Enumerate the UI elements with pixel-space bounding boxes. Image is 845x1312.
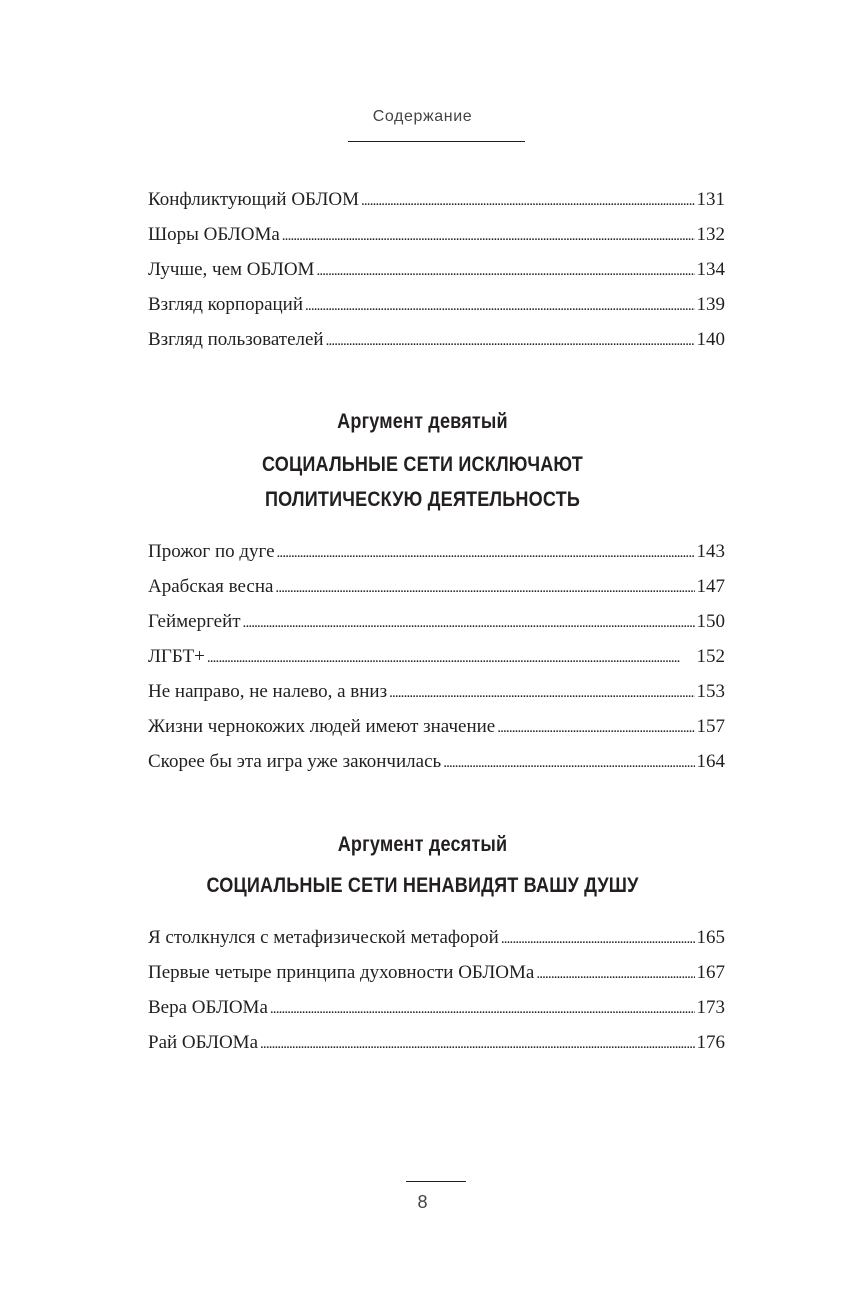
toc-entry-page: 147 — [696, 576, 725, 597]
toc-entry-title: Шоры ОБЛОМа — [148, 224, 280, 245]
toc-entry[interactable] — [148, 639, 725, 674]
toc-entry-title: Конфликтующий ОБЛОМ — [148, 189, 359, 210]
toc-entry-title: Взгляд пользователей — [148, 329, 324, 350]
toc-entry[interactable] — [148, 674, 725, 709]
toc-entry[interactable] — [148, 920, 725, 955]
toc-entry-title: Жизни чернокожих людей имеют значение — [148, 716, 496, 737]
toc-entry-page: 134 — [696, 259, 725, 280]
toc-entry[interactable] — [148, 534, 725, 569]
toc-leader-dots — [270, 990, 695, 1027]
toc-section-part10 — [148, 920, 725, 1060]
toc-leader-dots — [316, 252, 694, 289]
part9-title-line1: СОЦИАЛЬНЫЕ СЕТИ ИСКЛЮЧАЮТ — [262, 453, 583, 476]
toc-entry-page: 152 — [696, 646, 725, 667]
toc-entry-title: Скорее бы эта игра уже закончилась — [148, 751, 442, 772]
part9-title-line2: ПОЛИТИЧЕСКУЮ ДЕЯТЕЛЬНОСТЬ — [264, 488, 580, 511]
page-number: 8 — [417, 1192, 428, 1212]
toc-entry[interactable] — [148, 955, 725, 990]
footer-divider — [406, 1181, 466, 1182]
toc-entry[interactable] — [148, 217, 725, 252]
toc-leader-dots — [275, 569, 694, 606]
toc-leader-dots — [389, 674, 694, 711]
toc-entry-title: ЛГБТ+ — [148, 646, 205, 667]
part10-title-line1: СОЦИАЛЬНЫЕ СЕТИ НЕНАВИДЯТ ВАШУ ДУШУ — [206, 874, 639, 897]
toc-entry[interactable] — [148, 252, 725, 287]
toc-entry[interactable] — [148, 604, 725, 639]
toc-entry-title: Я столкнулся с метафизической метафорой — [148, 927, 499, 948]
toc-entry-page: 167 — [696, 962, 725, 983]
toc-leader-dots — [443, 744, 694, 781]
toc-entry-title: Первые четыре принципа духовности ОБЛОМа — [148, 962, 535, 983]
toc-entry-page: 173 — [696, 997, 725, 1018]
toc-leader-dots — [536, 955, 694, 992]
toc-entry-title: Геймергейт — [148, 611, 241, 632]
toc-section-a — [148, 182, 725, 357]
toc-entry[interactable] — [148, 322, 725, 357]
toc-entry-page: 153 — [696, 681, 725, 702]
part10-heading: Аргумент десятый — [337, 833, 508, 856]
toc-entry-page: 143 — [696, 541, 725, 562]
toc-entry-page: 165 — [696, 927, 725, 948]
toc-entry-page: 139 — [696, 294, 725, 315]
toc-leader-dots — [326, 322, 695, 359]
toc-entry-page: 157 — [696, 716, 725, 737]
toc-section-part9 — [148, 534, 725, 779]
toc-entry-title: Рай ОБЛОМа — [148, 1032, 259, 1053]
toc-entry[interactable] — [148, 569, 725, 604]
toc-entry[interactable] — [148, 744, 725, 779]
toc-entry-page: 176 — [696, 1032, 725, 1053]
toc-entry-page: 164 — [696, 751, 725, 772]
toc-leader-dots — [497, 709, 694, 746]
toc-entry-page: 150 — [696, 611, 725, 632]
toc-entry-title: Вера ОБЛОМа — [148, 997, 268, 1018]
toc-leader-dots — [282, 217, 695, 254]
toc-leader-dots — [260, 1025, 694, 1062]
toc-entry[interactable] — [148, 287, 725, 322]
toc-leader-dots — [361, 182, 695, 219]
part9-heading: Аргумент девятый — [337, 410, 508, 433]
toc-entry-title: Лучше, чем ОБЛОМ — [148, 259, 315, 280]
toc-leader-dots — [501, 920, 695, 957]
toc-entry[interactable] — [148, 709, 725, 744]
toc-leader-dots — [243, 604, 695, 641]
running-head: Содержание — [372, 108, 473, 125]
toc-entry-title: Прожог по дуге — [148, 541, 275, 562]
toc-entry-page: 140 — [696, 329, 725, 350]
toc-entry[interactable] — [148, 1025, 725, 1060]
toc-leader-dots — [305, 287, 694, 324]
toc-entry[interactable] — [148, 182, 725, 217]
toc-entry-title: Не направо, не налево, а вниз — [148, 681, 388, 702]
toc-entry-page: 131 — [696, 189, 725, 210]
toc-entry[interactable] — [148, 990, 725, 1025]
toc-entry-title: Взгляд корпораций — [148, 294, 304, 315]
toc-leader-dots — [277, 534, 695, 571]
toc-entry-page: 132 — [696, 224, 725, 245]
header-divider — [348, 141, 525, 142]
toc-entry-title: Арабская весна — [148, 576, 274, 597]
toc-leader-dots — [207, 639, 695, 676]
